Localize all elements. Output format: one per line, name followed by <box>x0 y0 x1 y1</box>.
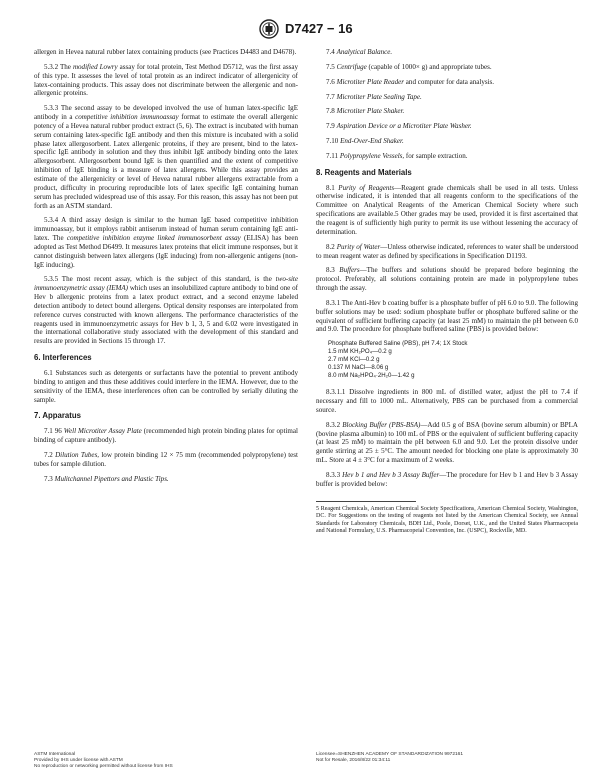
apparatus-item-7-9: 7.9 Aspiration Device or a Microtiter Plate Washer. <box>326 122 472 131</box>
paragraph-8-3-1: 8.3.1 The Anti-Hev b coating buffer is a phosphate buffer of pH 6.0 to 9.0. The following buffer solutions may be used: sodium phosphate buffer or phosphate buffered saline or the equivalent of sufficient buffering capacity (at least 25 mM) to maintain the pH between 6.0 and 9.0. The procedure for phosphate buffered saline (PBS) is provided below: <box>316 298 578 334</box>
paragraph-8-1: 8.1 Purity of Reagents—Reagent grade chemicals shall be used in all tests. Unless otherwise indicated, it is intended that all reagents conform to the specifications of the Committee on Analytical Reagents of the American Chemical Society where such specifications are available.5 Other grades may be used, provided it is first ascertained that the reagent is of sufficiently high purity to permit its use without lessening the accuracy of determination. <box>316 183 578 236</box>
table-row: 0.137 M NaCl—8.06 g <box>328 364 389 372</box>
paragraph-6-1: 6.1 Substances such as detergents or surfactants have the potential to prevent antibody binding to antigen and thus these additives could interfere in the IEMA. However, due to the sensitivity of the IEMA, these interferences often can be controlled by serially diluting the sample. <box>34 369 298 404</box>
left-column <box>34 48 298 489</box>
section-heading-apparatus: 7. Apparatus <box>34 411 81 421</box>
apparatus-item-7-3: 7.3 Mulitchannel Pipettors and Plastic Tips. <box>44 474 169 483</box>
paragraph: allergen in Hevea natural rubber latex containing products (see Practices D4483 and D4678). <box>34 48 297 56</box>
paragraph-8-2: 8.2 Purity of Water—Unless otherwise indicated, references to water shall be understood to mean reagent water as defined by specifications in Specification D1193. <box>316 242 578 260</box>
apparatus-item-7-2: 7.2 Dilution Tubes, low protein binding 12 × 75 mm (recommended polypropylene) test tubes for sample dilution. <box>34 450 299 468</box>
footer-left: ASTM International Provided by IHS under license with ASTM No reproduction or networking permitted without license from IHS <box>34 752 173 769</box>
right-column <box>316 48 578 542</box>
paragraph-8-3-3: 8.3.3 Hev b 1 and Hev b 3 Assay Buffer—The procedure for Hev b 1 and Hev b 3 Assay buffer is provided below: <box>316 471 579 488</box>
footnote-divider <box>316 501 416 502</box>
table-row: 2.7 mM KCl—0.2 g <box>328 356 380 364</box>
section-heading-interferences: 6. Interferences <box>34 353 92 363</box>
document-number: D7427 − 16 <box>285 21 353 36</box>
apparatus-item-7-4: 7.4 Analytical Balance. <box>326 48 393 56</box>
page-header <box>0 10 600 40</box>
apparatus-item-7-6: 7.6 Microtiter Plate Reader and computer for data analysis. <box>326 77 495 86</box>
paragraph-5-3-4: 5.3.4 A third assay design is similar to the human IgE based competitive inhibition immunoassay, but it employs rabbit antiserum instead of human serum containing IgE anti-latex. The competitive inhibition enzyme linked immunosorbent assay (ELISA) has been adopted as Test Method D6499. It measures latex proteins that elicit immune responses, but it cannot distinguish between latex allergens (IgE inducing) from non-allergenic antigens (non-IgE inducing). <box>34 216 299 269</box>
apparatus-item-7-10: 7.10 End-Over-End Shaker. <box>326 137 404 146</box>
section-heading-reagents: 8. Reagents and Materials <box>316 167 412 177</box>
apparatus-item-7-1: 7.1 96 Well Microtiter Assay Plate (recommended high protein binding plates for optimal binding of capture antibody). <box>34 427 298 445</box>
apparatus-item-7-7: 7.7 Microtiter Plate Sealing Tape. <box>326 92 422 101</box>
pbs-recipe-table <box>328 340 578 380</box>
footer-right: Licensee=SHENZHEN ACADEMY OF STANDARDIZATION 9972161 Not for Resale, 2016/8/22 01:34:11 <box>316 752 464 763</box>
paragraph-5-3-2: 5.3.2 The modified Lowry assay for total protein, Test Method D5712, was the first assay of this type. It assesses the level of total protein as an indirect indicator of allergenicity of latex-containing products. This assay does not discriminate between the allergenic and non-allergenic proteins. <box>34 62 298 98</box>
paragraph-8-3: 8.3 Buffers—The buffers and solutions should be prepared before beginning the protocol. Preferably, all solutions containing protein are made in polypropylene tubes through the assay. <box>316 266 578 293</box>
apparatus-item-7-8: 7.8 Microtiter Plate Shaker. <box>326 107 405 116</box>
apparatus-item-7-5: 7.5 Centrifuge (capable of 1000× g) and appropriate tubes. <box>326 62 492 71</box>
footnote: 5 Reagent Chemicals, American Chemical Society Specifications, American Chemical Society, Washington, DC. For Suggestions on the testing of reagents not listed by the American Chemical Society, see Annual Standards for Laboratory Chemicals, BDH Ltd., Poole, Dorset, U.K., and the United States Pharmacopeia and National Formulary, U.S. Pharmacopeial Convention, Inc. (USPC), Rockville, MD. <box>316 505 578 535</box>
astm-logo-icon <box>259 19 279 39</box>
apparatus-item-7-11: 7.11 Polypropylene Vessels, for sample extraction. <box>326 151 468 160</box>
paragraph-5-3-3: 5.3.3 The second assay to be developed involved the use of human latex-specific IgE antibody in a competitive inhibition immunoassay format to estimate the overall allergenic potency of a Hevea natural rubber product extract (5, 6). The extract is incubated with human serum containing latex-specific IgE antibody and then this mixture is incubated with a solid phase latex allergosorbent. Latex allergenic proteins, if they are present, bind to the latex-specific IgE antibody in solution and they thus inhibit IgE antibody binding onto the latex allergosorbent. Allergosorbent bound IgE is then quantified and the extent of competitive inhibition of IgE binding is a measure of latex allergens. While this assay provides an estimate of the allergenicity or level of Hevea natural rubber allergens extractable from a product, difficulty in procuring reproducible lots of latex specific IgE containing human serum has precluded widespread use of this assay. For this reason, this assay has not been put forth as an ASTM standard. <box>34 104 299 210</box>
paragraph-8-3-1-1: 8.3.1.1 Dissolve ingredients in 800 mL of distilled water, adjust the pH to 7.4 if necessary and fill to 1000 mL. Alternatively, PBS can be purchased from a commercial source. <box>316 388 578 414</box>
table-row: 8.0 mM Na₂HPO₄·2H₂0—1.42 g <box>328 372 415 380</box>
table-row: 1.5 mM KH₂PO₄—0.2 g <box>328 348 392 356</box>
table-row: Phosphate Buffered Saline (PBS), pH 7.4; 1X Stock <box>328 340 468 348</box>
paragraph-5-3-5: 5.3.5 The most recent assay, which is the subject of this standard, is the two-site immunoenzymetric assay (IEMA) which uses an insolubilized capture antibody to bind one of Hev b allergenic proteins from a latex product extract, and a second enzyme labeled detection antibody to detect bound allergens. Optical density responses are interpolated from reference curves constructed with known allergens. The performance characteristics of the reagents used in immunoenzymetric assays for Hev b 1, 3, 5 and 6.02 were investigated in the international collaborative study associated with the development of this standard and results are provided in Sections 15 through 17. <box>34 275 298 346</box>
paragraph-8-3-2: 8.3.2 Blocking Buffer (PBS-BSA)—Add 0.5 g of BSA (bovine serum albumin) or BPLA (bovine plasma albumin) to 100 mL of PBS or the equivalent of sufficient buffering capacity (at least 25 mM) to maintain the pH between 6.0 and 9.0. Let the protein dissolve under gentle stirring at 25 ± 5°C. The amount needed for blocking one plate is approximately 30 mL. Store at 4 ± 3°C for a maximum of 2 weeks. <box>316 420 578 465</box>
